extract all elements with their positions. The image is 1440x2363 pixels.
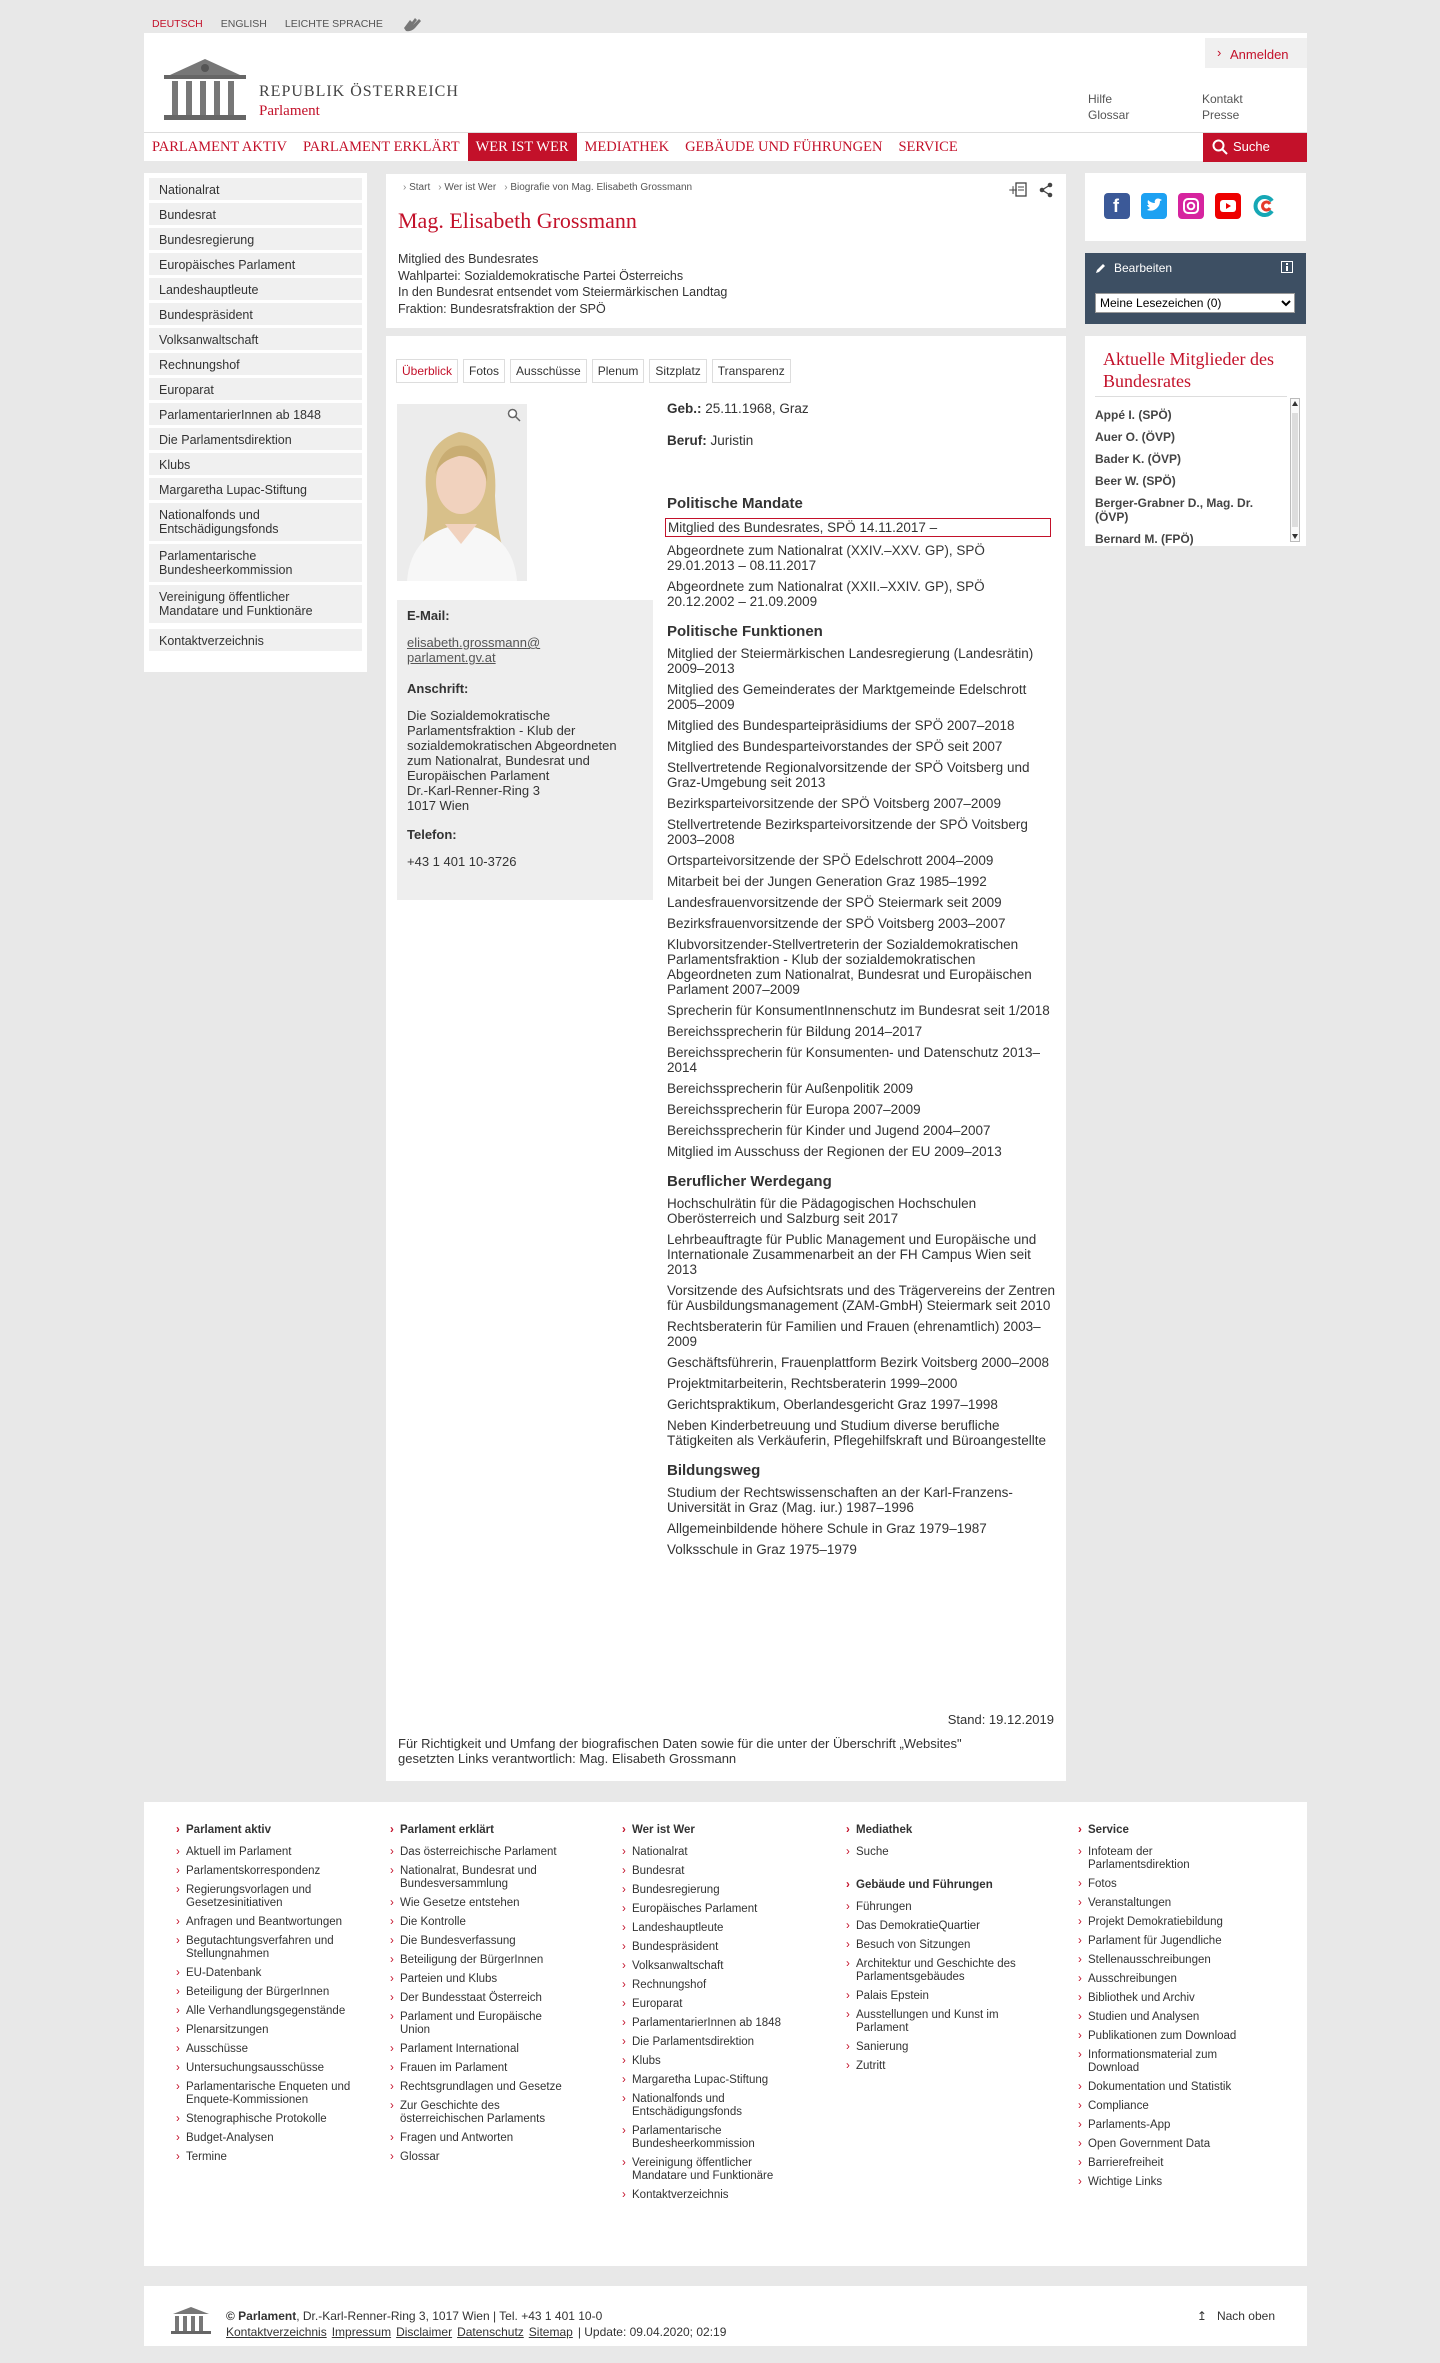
footer-link[interactable]: › Ausstellungen und Kunst im Parlament — [846, 2009, 1026, 2035]
lang-leichte-sprache[interactable]: LEICHTE SPRACHE — [284, 18, 383, 30]
utility-links-2 — [1202, 91, 1243, 123]
werdegang-item: Vorsitzende des Aufsichtsrats und des Trägervereins der Zentren für Ausbildungsmanagement (ZAM-GmbH) Steiermark seit 2010 — [667, 1283, 1055, 1313]
email-link[interactable]: elisabeth.grossmann@ parlament.gv.at — [407, 635, 541, 665]
profession-info: Beruf: Juristin — [667, 433, 754, 448]
footer-link[interactable]: › Parlament International — [390, 2043, 570, 2056]
footer-link[interactable]: › Beteiligung der BürgerInnen — [390, 1954, 570, 1967]
leftnav-item[interactable]: Nationalfonds und Entschädigungsfonds — [149, 503, 362, 541]
svg-text:+: + — [1008, 183, 1019, 197]
leftnav-item[interactable]: Rechnungshof — [149, 353, 362, 375]
footer-link[interactable]: › Glossar — [390, 2151, 570, 2164]
footer-link[interactable]: › Wichtige Links — [1078, 2176, 1248, 2189]
last-updated: Stand: 19.12.2019 — [947, 1712, 1054, 1727]
footer-link[interactable]: › Frauen im Parlament — [390, 2062, 570, 2075]
site-header — [144, 33, 1307, 161]
funktion-item: Sprecherin für KonsumentInnenschutz im Bundesrat seit 1/2018 — [667, 1003, 1050, 1018]
footer-link[interactable]: › Rechtsgrundlagen und Gesetze — [390, 2081, 570, 2094]
help-link[interactable]: Hilfe — [1088, 92, 1113, 106]
address-line: 1017 Wien — [407, 798, 470, 813]
footer-link[interactable]: › ParlamentarierInnen ab 1848 — [622, 2017, 807, 2030]
scroll-thumb[interactable] — [1292, 413, 1298, 527]
copyright-address: , Dr.-Karl-Renner-Ring 3, 1017 Wien | Tel. +43 1 401 10-0 — [296, 2309, 603, 2323]
member-link[interactable]: Bernard M. (FPÖ) — [1095, 532, 1194, 546]
footer-link[interactable]: › Infoteam der Parlamentsdirektion — [1078, 1846, 1248, 1872]
section-bildung-title: Bildungsweg — [667, 1462, 761, 1479]
person-roles — [398, 251, 727, 317]
page-title: Mag. Elisabeth Grossmann — [398, 208, 637, 233]
nav-gebaeude[interactable]: GEBÄUDE UND FÜHRUNGEN — [685, 139, 883, 155]
footer-link[interactable]: › Stellenausschreibungen — [1078, 1954, 1248, 1967]
footer-link[interactable]: › Das österreichische Parlament — [390, 1846, 570, 1859]
main-content — [386, 174, 1066, 1781]
werdegang-list — [667, 1196, 1057, 1448]
person-header-card — [386, 174, 1066, 336]
address-line: Die Sozialdemokratische Parlamentsfraktion - Klub der sozialdemokratischen Abgeordneten zum Nationalrat, Bundesrat und Europäischen Parlament — [407, 708, 617, 783]
footer-link[interactable]: › Parlamentarische Enqueten und Enquete-Kommissionen — [176, 2081, 361, 2107]
link-kontaktverzeichnis[interactable]: Kontaktverzeichnis — [226, 2325, 327, 2339]
link-impressum[interactable]: Impressum — [331, 2325, 392, 2339]
leftnav-item[interactable]: Bundesrat — [149, 203, 362, 225]
footer — [144, 1802, 1307, 2266]
mandate-item: Abgeordnete zum Nationalrat (XXII.–XXIV. GP), SPÖ 20.12.2002 – 21.09.2009 — [667, 579, 985, 609]
facebook-icon[interactable]: f — [1104, 193, 1130, 219]
breadcrumb — [403, 182, 692, 193]
leftnav-item[interactable]: Bundespräsident — [149, 303, 362, 325]
footer-link[interactable]: › Europarat — [622, 1998, 807, 2011]
address-label: Anschrift: — [407, 681, 469, 696]
bottom-links — [226, 2325, 726, 2339]
footer-link[interactable]: › Bundesregierung — [622, 1884, 807, 1897]
footer-link[interactable]: › Studien und Analysen — [1078, 2011, 1248, 2024]
werdegang-item: Neben Kinderbetreuung und Studium diverse berufliche Tätigkeiten als Verkäuferin, Pflegehilfskraft und Büroangestellte — [667, 1418, 1046, 1448]
tab-ueberblick[interactable]: Überblick — [396, 359, 458, 383]
footer-link[interactable]: › Termine — [176, 2151, 361, 2164]
footer-link[interactable]: › Die Bundesverfassung — [390, 1935, 570, 1948]
edit-icon — [1095, 262, 1107, 274]
footer-link[interactable]: › Open Government Data — [1078, 2138, 1248, 2151]
funktion-item: Bereichssprecherin für Kinder und Jugend 2004–2007 — [667, 1123, 991, 1138]
nav-wer-ist-wer[interactable]: WER IST WER — [468, 133, 577, 161]
footer-link[interactable]: › Das DemokratieQuartier — [846, 1920, 1026, 1933]
zoom-icon[interactable] — [507, 408, 521, 422]
twitter-icon[interactable] — [1141, 193, 1167, 219]
footer-col-parlament-erklaert — [390, 1824, 570, 2170]
mandate-item: Abgeordnete zum Nationalrat (XXIV.–XXV. GP), SPÖ 29.01.2013 – 08.11.2017 — [667, 543, 985, 573]
role-line: In den Bundesrat entsendet vom Steiermärkischen Landtag — [398, 285, 728, 299]
demokratie-app-icon[interactable] — [1252, 193, 1278, 219]
footer-link[interactable]: › Compliance — [1078, 2100, 1248, 2113]
funktion-item: Mitglied des Gemeinderates der Marktgemeinde Edelschrott 2005–2009 — [667, 682, 1027, 712]
address-line: Dr.-Karl-Renner-Ring 3 — [407, 783, 540, 798]
link-disclaimer[interactable]: Disclaimer — [396, 2325, 453, 2339]
member-link[interactable]: Auer O. (ÖVP) — [1095, 430, 1176, 444]
funktion-item: Mitarbeit bei der Jungen Generation Graz 1985–1992 — [667, 874, 987, 889]
profession-value: Juristin — [710, 433, 754, 448]
breadcrumb-wer-ist-wer[interactable]: › Wer ist Wer — [438, 182, 496, 193]
language-bar — [152, 14, 425, 34]
leftnav-item[interactable]: Vereinigung öffentlicher Mandatare und Funktionäre — [149, 585, 362, 623]
footer-link[interactable]: › Nationalfonds und Entschädigungsfonds — [622, 2093, 807, 2119]
footer-link[interactable]: › Budget-Analysen — [176, 2132, 361, 2145]
funktion-item: Mitglied des Bundesparteipräsidiums der SPÖ 2007–2018 — [667, 718, 1015, 733]
login-label: Anmelden — [1230, 47, 1289, 62]
footer-link[interactable]: › Zur Geschichte des österreichischen Parlaments — [390, 2100, 570, 2126]
footer-link[interactable]: › Die Kontrolle — [390, 1916, 570, 1929]
funktion-item: Stellvertretende Bezirksparteivorsitzende der SPÖ Voitsberg 2003–2008 — [667, 817, 1028, 847]
leftnav-item[interactable]: Landeshauptleute — [149, 278, 362, 300]
footer-link[interactable]: › Bundesrat — [622, 1865, 807, 1878]
mandate-item-current: Mitglied des Bundesrates, SPÖ 14.11.2017 – — [665, 518, 1051, 537]
role-line: Mitglied des Bundesrates — [398, 252, 539, 266]
search-icon — [1212, 139, 1228, 155]
funktion-item: Bereichssprecherin für Außenpolitik 2009 — [667, 1081, 914, 1096]
members-scrollbar[interactable] — [1290, 398, 1300, 542]
parliament-small-logo-icon[interactable] — [169, 2305, 213, 2335]
nav-mediathek[interactable]: MEDIATHEK — [584, 139, 670, 155]
section-werdegang-title: Beruflicher Werdegang — [667, 1173, 832, 1190]
footer-link[interactable]: › Die Parlamentsdirektion — [622, 2036, 807, 2049]
footer-link[interactable]: › Nationalrat — [622, 1846, 807, 1859]
current-members-panel — [1085, 336, 1306, 546]
chevron-right-icon: › — [1217, 45, 1222, 60]
werdegang-item: Hochschulrätin für die Pädagogischen Hochschulen Oberösterreich und Salzburg seit 2017 — [667, 1196, 977, 1226]
footer-heading[interactable]: › Parlament erklärt — [390, 1824, 570, 1836]
footer-link[interactable]: › Rechnungshof — [622, 1979, 807, 1992]
funktion-item: Bereichssprecherin für Bildung 2014–2017 — [667, 1024, 923, 1039]
page-tools — [1008, 182, 1054, 198]
footer-link[interactable]: › Parteien und Klubs — [390, 1973, 570, 1986]
tab-transparenz[interactable]: Transparenz — [712, 359, 791, 383]
funktion-item: Landesfrauenvorsitzende der SPÖ Steiermark seit 2009 — [667, 895, 1002, 910]
footer-link[interactable]: › Plenarsitzungen — [176, 2024, 361, 2037]
werdegang-item: Projektmitarbeiterin, Rechtsberaterin 1999–2000 — [667, 1376, 958, 1391]
footer-col-service — [1078, 1824, 1248, 2195]
footer-link[interactable]: › Parlament und Europäische Union — [390, 2011, 570, 2037]
footer-link[interactable]: › Palais Epstein — [846, 1990, 1026, 2003]
lang-deutsch[interactable]: DEUTSCH — [152, 18, 203, 30]
section-funktionen-title: Politische Funktionen — [667, 623, 823, 640]
werdegang-item: Geschäftsführerin, Frauenplattform Bezirk Voitsberg 2000–2008 — [667, 1355, 1049, 1370]
edit-panel — [1085, 253, 1306, 324]
footer-link[interactable]: › Architektur und Geschichte des Parlamentsgebäudes — [846, 1958, 1026, 1984]
funktion-item: Ortsparteivorsitzende der SPÖ Edelschrott 2004–2009 — [667, 853, 994, 868]
footer-link[interactable]: › Europäisches Parlament — [622, 1903, 807, 1916]
nav-parlament-aktiv[interactable]: PARLAMENT AKTIV — [152, 139, 287, 155]
funktion-item: Bereichssprecherin für Konsumenten- und Datenschutz 2013–2014 — [667, 1045, 1040, 1075]
link-sitemap[interactable]: Sitemap — [528, 2325, 573, 2339]
disclaimer: Für Richtigkeit und Umfang der biografischen Daten sowie für die unter der Überschrift „Websites" gesetzten Links verantwortlich: Mag. Elisabeth Grossmann — [398, 1736, 962, 1766]
birth-value: 25.11.1968, Graz — [705, 401, 809, 416]
member-link[interactable]: Bader K. (ÖVP) — [1095, 452, 1182, 466]
footer-link[interactable]: › Aktuell im Parlament — [176, 1846, 361, 1859]
bildung-item: Studium der Rechtswissenschaften an der Karl-Franzens-Universität in Graz (Mag. iur.) 1987–1996 — [667, 1485, 1013, 1515]
leftnav-item[interactable]: Bundesregierung — [149, 228, 362, 250]
footer-link[interactable]: › Stenographische Protokolle — [176, 2113, 361, 2126]
tab-fotos[interactable]: Fotos — [463, 359, 505, 383]
biography — [667, 397, 1057, 1563]
footer-link[interactable]: › Der Bundesstaat Österreich — [390, 1992, 570, 2005]
funktion-item: Klubvorsitzender-Stellvertreterin der Sozialdemokratischen Parlamentsfraktion - Klub der sozialdemokratischen Abgeordneten zum Nationalrat, Bundesrat und Europäischen Parlament 2007–2009 — [667, 937, 1032, 997]
footer-link[interactable]: › Begutachtungsverfahren und Stellungnahmen — [176, 1935, 361, 1961]
footer-link[interactable]: › EU-Datenbank — [176, 1967, 361, 1980]
footer-link[interactable]: › Margaretha Lupac-Stiftung — [622, 2074, 807, 2087]
footer-col-wer-ist-wer — [622, 1824, 807, 2208]
press-link[interactable]: Presse — [1202, 108, 1240, 122]
utility-links-1 — [1088, 91, 1129, 123]
footer-link[interactable]: › Wie Gesetze entstehen — [390, 1897, 570, 1910]
footer-link[interactable]: › Zutritt — [846, 2060, 1026, 2073]
footer-heading[interactable]: › Parlament aktiv — [176, 1824, 361, 1836]
role-line: Wahlpartei: Sozialdemokratische Partei Österreichs — [398, 268, 684, 283]
contact-link[interactable]: Kontakt — [1202, 92, 1243, 106]
footer-link[interactable]: › Bundespräsident — [622, 1941, 807, 1954]
bookmark-add-icon[interactable] — [1008, 182, 1028, 198]
footer-link[interactable]: › Ausschreibungen — [1078, 1973, 1248, 1986]
person-photo[interactable] — [397, 404, 527, 581]
info-icon[interactable] — [1281, 261, 1293, 273]
footer-link[interactable]: › Kontaktverzeichnis — [622, 2189, 807, 2202]
logo-subtitle[interactable]: Parlament — [259, 103, 320, 119]
footer-heading[interactable]: › Gebäude und Führungen — [846, 1879, 1026, 1891]
funktion-item: Mitglied des Bundesparteivorstandes der SPÖ seit 2007 — [667, 739, 1003, 754]
footer-col-parlament-aktiv — [176, 1824, 361, 2170]
phone: +43 1 401 10-3726 — [407, 854, 517, 869]
footer-link[interactable]: › Klubs — [622, 2055, 807, 2068]
member-link[interactable]: Beer W. (SPÖ) — [1095, 474, 1176, 488]
footer-link[interactable]: › Ausschüsse — [176, 2043, 361, 2056]
leftnav-item[interactable]: Nationalrat — [149, 178, 362, 200]
sign-language-icon[interactable] — [401, 14, 425, 34]
members-list — [1095, 408, 1285, 546]
instagram-icon[interactable] — [1178, 193, 1204, 219]
footer-link[interactable]: › Landeshauptleute — [622, 1922, 807, 1935]
footer-link[interactable]: › Regierungsvorlagen und Gesetzesinitiativen — [176, 1884, 361, 1910]
bildung-item: Allgemeinbildende höhere Schule in Graz 1979–1987 — [667, 1521, 987, 1536]
footer-link[interactable]: › Projekt Demokratiebildung — [1078, 1916, 1248, 1929]
funktion-item: Stellvertretende Regionalvorsitzende der SPÖ Voitsberg und Graz-Umgebung seit 2013 — [667, 760, 1030, 790]
role-line: Fraktion: Bundesratsfraktion der SPÖ — [398, 301, 606, 316]
funktion-item: Bereichssprecherin für Europa 2007–2009 — [667, 1102, 921, 1117]
leftnav-item[interactable]: Klubs — [149, 453, 362, 475]
tab-sitzplatz[interactable]: Sitzplatz — [649, 359, 706, 383]
footer-link[interactable]: › Parlamentarische Bundesheerkommission — [622, 2125, 807, 2151]
logo-title[interactable]: REPUBLIK ÖSTERREICH — [259, 83, 459, 100]
phone-label: Telefon: — [407, 827, 457, 842]
leftnav-item[interactable]: Volksanwaltschaft — [149, 328, 362, 350]
contact-box — [397, 600, 653, 900]
footer-link[interactable]: › Vereinigung öffentlicher Mandatare und Funktionäre — [622, 2157, 807, 2183]
footer-link[interactable]: › Fragen und Antworten — [390, 2132, 570, 2145]
divider — [1095, 396, 1287, 397]
search-label: Suche — [1233, 139, 1270, 154]
footer-link[interactable]: › Parlamentskorrespondenz — [176, 1865, 361, 1878]
leftnav-item[interactable]: Die Parlamentsdirektion — [149, 428, 362, 450]
glossary-link[interactable]: Glossar — [1088, 108, 1130, 122]
lang-english[interactable]: ENGLISH — [220, 18, 267, 30]
footer-link[interactable]: › Untersuchungsausschüsse — [176, 2062, 361, 2075]
bookmarks-select[interactable] — [1095, 293, 1295, 313]
login-button[interactable] — [1205, 38, 1307, 68]
leftnav-item[interactable]: Margaretha Lupac-Stiftung — [149, 478, 362, 500]
edit-title: Bearbeiten — [1114, 261, 1173, 275]
nav-parlament-erklaert[interactable]: PARLAMENT ERKLÄRT — [302, 139, 460, 155]
footer-link[interactable]: › Volksanwaltschaft — [622, 1960, 807, 1973]
funktion-item: Mitglied im Ausschuss der Regionen der EU 2009–2013 — [667, 1144, 1002, 1159]
footer-link[interactable]: › Suche — [846, 1846, 1026, 1859]
left-navigation — [144, 173, 367, 672]
leftnav-item[interactable]: Parlamentarische Bundesheerkommission — [149, 544, 362, 582]
funktion-item: Bezirksparteivorsitzende der SPÖ Voitsberg 2007–2009 — [667, 796, 1001, 811]
back-to-top-button[interactable] — [1197, 2309, 1275, 2323]
footer-link[interactable]: › Sanierung — [846, 2041, 1026, 2054]
leftnav-item[interactable]: Kontaktverzeichnis — [149, 629, 362, 651]
footer-link[interactable]: › Anfragen und Beantwortungen — [176, 1916, 361, 1929]
footer-link[interactable]: › Publikationen zum Download — [1078, 2030, 1248, 2043]
footer-link[interactable]: › Führungen — [846, 1901, 1026, 1914]
copyright — [226, 2309, 602, 2323]
footer-link[interactable]: › Alle Verhandlungsgegenstände — [176, 2005, 361, 2018]
bildung-list — [667, 1485, 1057, 1557]
bildung-item: Volksschule in Graz 1975–1979 — [667, 1542, 857, 1557]
copyright-owner: © Parlament — [226, 2309, 297, 2323]
scroll-up-icon[interactable] — [1291, 400, 1299, 408]
footer-link[interactable]: › Veranstaltungen — [1078, 1897, 1248, 1910]
tab-plenum[interactable]: Plenum — [592, 359, 645, 383]
youtube-icon[interactable] — [1215, 193, 1241, 219]
werdegang-item: Rechtsberaterin für Familien und Frauen (ehrenamtlich) 2003–2009 — [667, 1319, 1041, 1349]
search-button[interactable] — [1203, 133, 1307, 162]
funktion-item: Mitglied der Steiermärkischen Landesregierung (Landesrätin) 2009–2013 — [667, 646, 1034, 676]
leftnav-item[interactable]: Europarat — [149, 378, 362, 400]
footer-link[interactable]: › Parlaments-App — [1078, 2119, 1248, 2132]
update-info: | Update: 09.04.2020; 02:19 — [577, 2325, 727, 2339]
footer-link[interactable]: › Informationsmaterial zum Download — [1078, 2049, 1248, 2075]
profile-tabs — [396, 359, 791, 383]
footer-link[interactable]: › Fotos — [1078, 1878, 1248, 1891]
footer-link[interactable]: › Dokumentation und Statistik — [1078, 2081, 1248, 2094]
leftnav-item[interactable]: ParlamentarierInnen ab 1848 — [149, 403, 362, 425]
tab-ausschuesse[interactable]: Ausschüsse — [510, 359, 587, 383]
werdegang-item: Lehrbeauftragte für Public Management und Europäische und Internationale Zusammenarbeit an der FH Campus Wien seit 2013 — [667, 1232, 1037, 1277]
footer-link[interactable]: › Barrierefreiheit — [1078, 2157, 1248, 2170]
arrow-up-icon: ↥ — [1196, 2309, 1207, 2323]
member-link[interactable]: Appé I. (SPÖ) — [1095, 408, 1172, 422]
footer-link[interactable]: › Parlament für Jugendliche — [1078, 1935, 1248, 1948]
main-navigation — [144, 132, 1307, 161]
footer-heading[interactable]: › Wer ist Wer — [622, 1824, 807, 1836]
back-to-top-label: Nach oben — [1216, 2309, 1275, 2323]
birth-info: Geb.: 25.11.1968, Graz — [667, 401, 809, 416]
footer-link[interactable]: › Nationalrat, Bundesrat und Bundesversammlung — [390, 1865, 570, 1891]
email-label: E-Mail: — [407, 608, 450, 623]
share-icon[interactable] — [1038, 182, 1054, 198]
members-title: Aktuelle Mitglieder des Bundesrates — [1103, 349, 1274, 391]
member-link[interactable]: Berger-Grabner D., Mag. Dr. (ÖVP) — [1095, 496, 1254, 524]
bottom-bar — [144, 2286, 1307, 2346]
footer-heading[interactable]: › Service — [1078, 1824, 1248, 1836]
footer-link[interactable]: › Besuch von Sitzungen — [846, 1939, 1026, 1952]
breadcrumb-start[interactable]: › Start — [403, 182, 430, 193]
section-mandate-title: Politische Mandate — [667, 495, 803, 512]
werdegang-item: Gerichtspraktikum, Oberlandesgericht Graz 1997–1998 — [667, 1397, 998, 1412]
funktionen-list — [667, 646, 1057, 1159]
address — [407, 708, 643, 813]
breadcrumb-current[interactable]: › Biografie von Mag. Elisabeth Grossmann — [504, 182, 692, 193]
social-media-bar — [1085, 173, 1306, 241]
link-datenschutz[interactable]: Datenschutz — [457, 2325, 524, 2339]
leftnav-item[interactable]: Europäisches Parlament — [149, 253, 362, 275]
footer-link[interactable]: › Bibliothek und Archiv — [1078, 1992, 1248, 2005]
scroll-down-icon[interactable] — [1291, 532, 1299, 540]
footer-link[interactable]: › Beteiligung der BürgerInnen — [176, 1986, 361, 1999]
funktion-item: Bezirksfrauenvorsitzende der SPÖ Voitsberg 2003–2007 — [667, 916, 1006, 931]
footer-heading[interactable]: › Mediathek — [846, 1824, 1026, 1836]
parliament-logo-icon[interactable] — [160, 55, 250, 121]
nav-service[interactable]: SERVICE — [898, 139, 958, 155]
footer-col-mediathek — [846, 1824, 1026, 2079]
